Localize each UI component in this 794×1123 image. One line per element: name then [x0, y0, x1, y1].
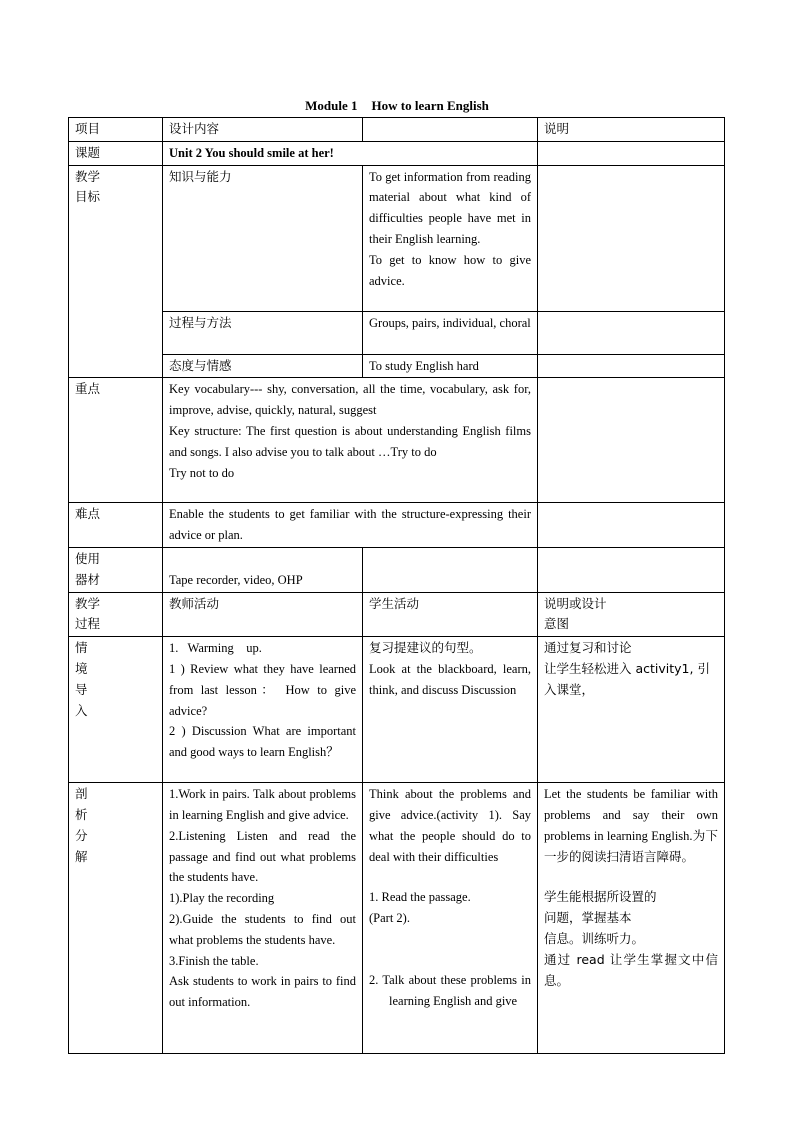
lead-in-label — [69, 637, 163, 783]
knowledge-text-2: To get to know how to give advice. — [369, 252, 531, 288]
attitude-text: To study English hard — [363, 354, 538, 378]
warming-up: 1. Warming up. — [169, 641, 262, 656]
lead-in-char: 入 — [75, 702, 88, 718]
process-method-notes — [538, 311, 725, 354]
difficulties-notes — [538, 503, 725, 548]
analysis-student — [363, 783, 538, 1054]
title-module: Module 1 — [305, 98, 358, 113]
header-item: 项目 — [69, 118, 163, 142]
knowledge-row — [69, 165, 725, 311]
lead-in-char: 导 — [75, 681, 88, 697]
key-structure-2: Try not to do — [169, 465, 235, 480]
teacher-activity-header: 教师活动 — [163, 592, 363, 637]
difficulties-label: 难点 — [69, 503, 163, 548]
lead-in-student — [363, 637, 538, 783]
analysis-char: 剖 — [75, 786, 88, 802]
analysis-teacher-1: 1.Work in pairs. Talk about problems in learning English and give advice. — [169, 787, 356, 822]
analysis-student-1: Think about the problems and give advice.(activity 1). Say what the people should do to deal with their difficulties — [369, 787, 531, 864]
analysis-notes-3: 问题，掌握基本 — [544, 910, 632, 926]
process-label-line1: 教学 — [75, 595, 101, 611]
difficulties-text: Enable the students to get familiar with the structure-expressing their advice or plan. — [163, 503, 538, 548]
key-points-label: 重点 — [69, 378, 163, 503]
materials-label-line2: 器材 — [75, 571, 101, 587]
topic-value: Unit 2 You should smile at her! — [163, 141, 538, 165]
analysis-char: 解 — [75, 848, 88, 864]
attitude-notes — [538, 354, 725, 378]
analysis-teacher-5: 3.Finish the table. — [169, 953, 259, 968]
analysis-student-3: (Part 2). — [369, 911, 410, 926]
header-blank — [363, 118, 538, 142]
objectives-label — [69, 165, 163, 378]
process-label-line2: 过程 — [75, 616, 101, 632]
lead-in-char: 境 — [75, 660, 88, 676]
key-points-text — [163, 378, 538, 503]
header-notes: 说明 — [538, 118, 725, 142]
key-points-row — [69, 378, 725, 503]
analysis-teacher-4: 2).Guide the students to find out what problems the students have. — [169, 911, 356, 947]
design-intent-header — [538, 592, 725, 637]
design-intent-line1: 说明或设计 — [544, 595, 607, 611]
difficulties-row — [69, 503, 725, 548]
analysis-student-4: 2. Talk about these problems in learning English and give — [369, 972, 531, 1008]
attitude-row — [69, 354, 725, 378]
lesson-plan-table — [68, 117, 725, 1054]
analysis-char: 析 — [75, 806, 88, 822]
key-points-notes — [538, 378, 725, 503]
title-text: How to learn English — [371, 98, 489, 113]
analysis-char: 分 — [75, 827, 88, 843]
knowledge-text — [363, 165, 538, 311]
analysis-teacher — [163, 783, 363, 1054]
materials-blank — [363, 547, 538, 592]
process-header-row — [69, 592, 725, 637]
objectives-label-line2: 目标 — [75, 189, 101, 205]
header-row — [69, 118, 725, 142]
discussion-step: 2 ) Discussion What are important and good ways to learn English？ — [169, 724, 356, 760]
materials-notes — [538, 547, 725, 592]
lead-in-student-2: Look at the blackboard, learn, think, and discuss Discussion — [369, 661, 531, 697]
lead-in-notes-1: 通过复习和讨论 — [544, 640, 632, 656]
materials-label — [69, 547, 163, 592]
analysis-label — [69, 783, 163, 1054]
analysis-teacher-6: Ask students to work in pairs to find out information. — [169, 974, 356, 1010]
header-design-content: 设计内容 — [163, 118, 363, 142]
process-method-label: 过程与方法 — [163, 311, 363, 354]
page-title — [0, 98, 794, 114]
knowledge-text-1: To get information from reading material about what kind of difficulties people have met in their English learning. — [369, 169, 531, 246]
lead-in-teacher — [163, 637, 363, 783]
lead-in-notes — [538, 637, 725, 783]
attitude-label: 态度与情感 — [163, 354, 363, 378]
topic-label: 课题 — [69, 141, 163, 165]
analysis-notes — [538, 783, 725, 1054]
analysis-notes-4: 信息。训练听力。 — [544, 930, 645, 946]
analysis-teacher-2: 2.Listening Listen and read the passage and find out what problems the students have. — [169, 828, 356, 885]
objectives-label-line1: 教学 — [75, 168, 101, 184]
design-intent-line2: 意图 — [544, 616, 570, 632]
lead-in-row — [69, 637, 725, 783]
key-structure: Key structure: The first question is about understanding English films and songs. I also advise you to talk about …Try to do — [169, 423, 531, 459]
topic-row — [69, 141, 725, 165]
key-vocabulary: Key vocabulary--- shy, conversation, all the time, vocabulary, ask for, improve, advise, quickly, natural, suggest — [169, 382, 531, 418]
lead-in-student-1: 复习提建议的句型。 — [369, 640, 482, 656]
analysis-notes-2: 学生能根据所设置的 — [544, 889, 657, 905]
process-label — [69, 592, 163, 637]
analysis-notes-5: 通过 read 让学生掌握文中信息。 — [544, 951, 718, 988]
analysis-teacher-3: 1).Play the recording — [169, 891, 275, 906]
review-step: 1 ) Review what they have learned from last lesson： How to give advice? — [169, 661, 356, 718]
knowledge-notes — [538, 165, 725, 311]
process-method-text: Groups, pairs, individual, choral — [363, 311, 538, 354]
materials-row — [69, 547, 725, 592]
process-method-row — [69, 311, 725, 354]
knowledge-label: 知识与能力 — [163, 165, 363, 311]
materials-text: Tape recorder, video, OHP — [163, 547, 363, 592]
topic-notes — [538, 141, 725, 165]
lead-in-char: 情 — [75, 640, 88, 656]
lead-in-notes-2: 让学生轻松进入 activity1, 引入课堂， — [544, 660, 710, 697]
analysis-row — [69, 783, 725, 1054]
analysis-student-2: 1. Read the passage. — [369, 890, 471, 905]
student-activity-header: 学生活动 — [363, 592, 538, 637]
analysis-notes-1: Let the students be familiar with problems and say their own problems in learning English.为下一步的阅读扫清语言障碍。 — [544, 787, 718, 864]
materials-label-line1: 使用 — [75, 550, 101, 566]
